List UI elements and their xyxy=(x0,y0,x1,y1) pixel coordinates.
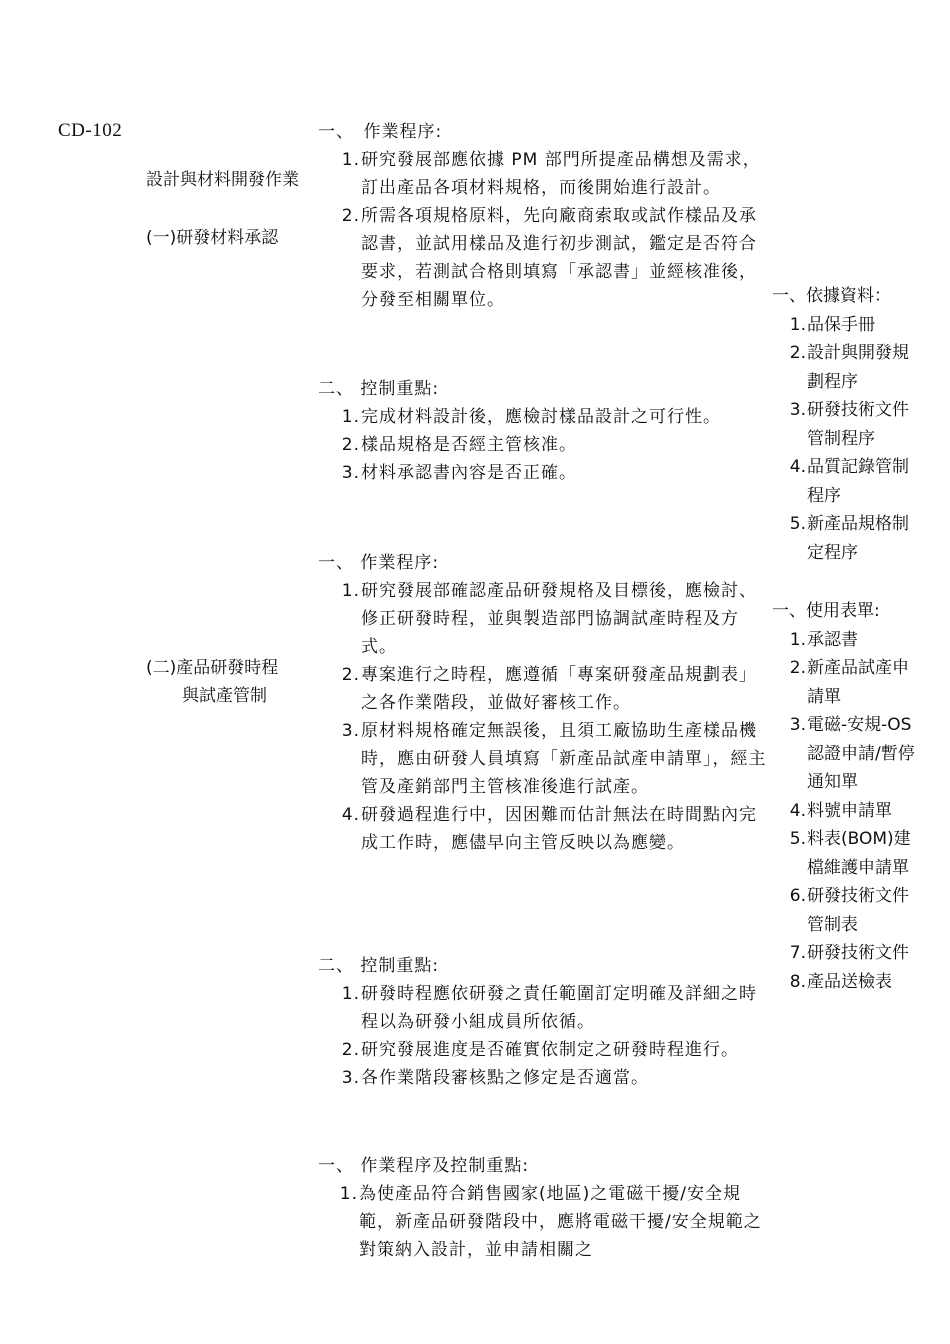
item-text: 各作業階段審核點之修定是否適當。 xyxy=(361,1068,649,1088)
item-text: 電磁-安規-OS 認證申請/暫停通知單 xyxy=(807,715,915,792)
item-text: 研發技術文件管制表 xyxy=(807,886,909,935)
reference-item xyxy=(772,339,922,396)
forms-used xyxy=(772,597,922,996)
item-number: 3. xyxy=(789,400,806,420)
item-number: 2. xyxy=(341,665,360,685)
item-number: 1. xyxy=(789,629,806,650)
item-text: 研究發展進度是否確實依制定之研發時程進行。 xyxy=(361,1040,739,1060)
item-number: 4. xyxy=(789,800,806,821)
item-number: 5. xyxy=(789,514,806,534)
item-text: 料號申請單 xyxy=(807,800,892,821)
item-text: 產品送檢表 xyxy=(807,971,892,992)
item-number: 1. xyxy=(341,407,360,427)
item-number: 2. xyxy=(341,206,360,226)
list-item xyxy=(318,431,768,459)
section-heading: 一、 作業程序: xyxy=(318,122,443,142)
form-item xyxy=(772,968,922,997)
item-text: 承認書 xyxy=(807,629,858,650)
item-text: 研究發展部確認產品研發規格及目標後，應檢討、修正研發時程，並與製造部門協調試產時程及方式。 xyxy=(361,581,757,657)
main-body xyxy=(318,118,768,314)
list-item xyxy=(318,146,768,202)
main-title: 設計與材料開發作業 xyxy=(146,170,299,190)
item-number: 1. xyxy=(341,984,360,1004)
section-heading: 一、 作業程序: xyxy=(318,553,440,573)
list-item xyxy=(318,717,768,801)
item-text: 原材料規格確定無誤後，且須工廠協助生產樣品機時，應由研發人員填寫「新產品試產申請單」，經主管及產銷部門主管核准後進行試產。 xyxy=(361,721,767,797)
form-item xyxy=(772,939,922,968)
list-item xyxy=(318,1036,768,1064)
reference-documents xyxy=(772,282,922,567)
form-item xyxy=(772,654,922,711)
item-text: 研究發展部應依據 PM 部門所提產品構想及需求，訂出產品各項材料規格，而後開始進行設計。 xyxy=(361,150,761,198)
item-text: 研發過程進行中，因困難而估計無法在時間點內完成工作時，應儘早向主管反映以為應變。 xyxy=(361,805,757,853)
item-number: 8. xyxy=(789,971,806,992)
reference-item xyxy=(772,311,922,340)
list-item xyxy=(318,661,768,717)
item-text: 研發技術文件 xyxy=(807,943,909,963)
list-item xyxy=(318,459,768,487)
item-number: 6. xyxy=(789,886,806,906)
subtitle-material-approval: (一)研發材料承認 xyxy=(146,228,279,248)
list-item xyxy=(318,801,768,857)
section-heading: 二、 控制重點: xyxy=(318,379,440,399)
section-control-1 xyxy=(318,375,768,487)
item-text: 材料承認書內容是否正確。 xyxy=(361,463,577,483)
list-item xyxy=(318,202,768,314)
item-text: 研發時程應依研發之責任範圍訂定明確及詳細之時程以為研發小組成員所依循。 xyxy=(361,984,757,1032)
item-number: 2. xyxy=(789,343,806,363)
section-heading: 二、 控制重點: xyxy=(318,956,440,976)
list-item xyxy=(318,577,768,661)
item-number: 3. xyxy=(341,1068,360,1088)
item-text: 樣品規格是否經主管核准。 xyxy=(361,435,577,455)
item-text: 所需各項規格原料，先向廠商索取或試作樣品及承認書，並試用樣品及進行初步測試，鑑定是否符合要求，若測試合格則填寫「承認書」並經核准後，分發至相關單位。 xyxy=(361,206,757,310)
document-code: CD-102 xyxy=(58,120,123,141)
form-item xyxy=(772,626,922,655)
item-text: 完成材料設計後，應檢討樣品設計之可行性。 xyxy=(361,407,721,427)
side-heading: 一、依據資料： xyxy=(772,286,891,306)
section-emc-safety xyxy=(318,1152,768,1264)
item-text: 為使產品符合銷售國家(地區)之電磁干擾/安全規範，新產品研發階段中，應將電磁干擾/安全規範之對策納入設計，並申請相關之 xyxy=(359,1184,762,1260)
item-text: 設計與開發規劃程序 xyxy=(807,343,909,392)
item-number: 2. xyxy=(341,1040,360,1060)
list-item xyxy=(318,1064,768,1092)
item-text: 品保手冊 xyxy=(807,314,875,335)
item-number: 4. xyxy=(789,457,806,477)
subtitle-schedule-line1: (二)產品研發時程 xyxy=(146,658,279,678)
item-number: 5. xyxy=(789,829,806,849)
form-item xyxy=(772,797,922,826)
item-number: 3. xyxy=(789,715,806,735)
section-heading: 一、 作業程序及控制重點: xyxy=(318,1156,530,1176)
form-item xyxy=(772,711,922,797)
item-text: 新產品試產申請單 xyxy=(807,658,909,707)
form-item xyxy=(772,825,922,882)
subtitle-schedule-line2: 與試產管制 xyxy=(182,686,267,706)
item-number: 2. xyxy=(341,435,360,455)
section-procedure-1 xyxy=(318,118,768,314)
reference-item xyxy=(772,510,922,567)
form-item xyxy=(772,882,922,939)
item-number: 1. xyxy=(341,581,360,601)
item-text: 品質記錄管制程序 xyxy=(807,457,909,506)
item-text: 料表(BOM)建檔維護申請單 xyxy=(807,829,911,878)
list-item xyxy=(318,980,768,1036)
side-heading: 一、使用表單: xyxy=(772,601,880,621)
item-number: 1. xyxy=(339,1184,358,1204)
item-text: 新產品規格制定程序 xyxy=(807,514,909,563)
reference-item xyxy=(772,453,922,510)
item-number: 1. xyxy=(789,314,806,335)
item-number: 7. xyxy=(789,943,806,963)
section-control-2 xyxy=(318,952,768,1092)
list-item xyxy=(318,403,736,431)
item-number: 3. xyxy=(341,721,360,741)
item-text: 研發技術文件管制程序 xyxy=(807,400,909,449)
reference-item xyxy=(772,396,922,453)
item-number: 3. xyxy=(341,463,360,483)
item-text: 專案進行之時程，應遵循「專案研發產品規劃表」之各作業階段，並做好審核工作。 xyxy=(361,665,757,713)
item-number: 1. xyxy=(341,150,360,170)
list-item xyxy=(318,1180,768,1264)
item-number: 2. xyxy=(789,658,806,678)
section-procedure-2 xyxy=(318,549,768,857)
item-number: 4. xyxy=(341,805,360,825)
